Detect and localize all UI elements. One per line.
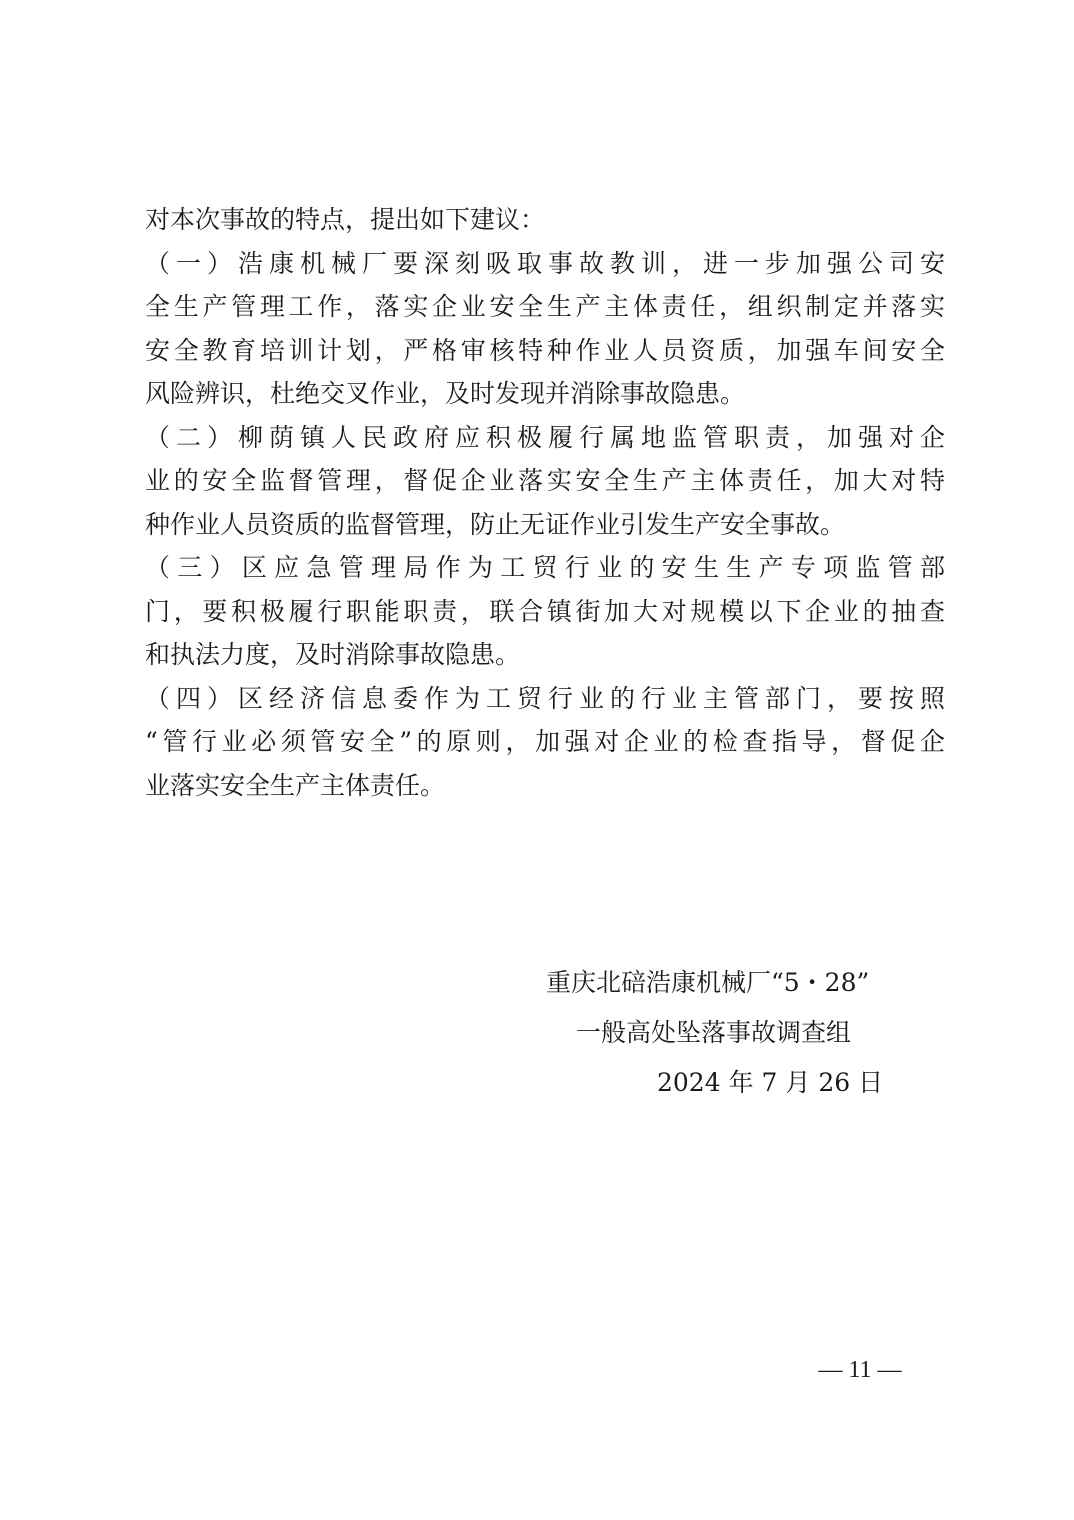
- paragraph-line: 门，要积极履行职能职责，联合镇街加大对规模以下企业的抽查: [145, 596, 945, 626]
- paragraph-line: 种作业人员资质的监督管理，防止无证作业引发生产安全事故。: [145, 509, 846, 539]
- signature-block: [540, 958, 920, 1108]
- paragraph-line: 全生产管理工作，落实企业安全生产主体责任，组织制定并落实: [145, 292, 945, 321]
- paragraph-line: （一）浩康机械厂要深刻吸取事故教训，进一步加强公司安: [145, 248, 945, 278]
- paragraph-line: （二）柳荫镇人民政府应积极履行属地监管职责，加强对企: [145, 422, 945, 452]
- paragraph-line: “管行业必须管安全”的原则，加强对企业的检查指导，督促企: [145, 727, 945, 756]
- paragraph-line: 风险辨识，杜绝交叉作业，及时发现并消除事故隐患。: [145, 379, 746, 408]
- paragraph-line: 和执法力度，及时消除事故隐患。: [145, 640, 521, 669]
- paragraph-line: （四）区经济信息委作为工贸行业的行业主管部门，要按照: [145, 683, 945, 713]
- document-body: [145, 198, 945, 807]
- signature-date: 2024 年 7 月 26 日: [657, 1068, 884, 1097]
- paragraph-line: 安全教育培训计划，严格审核特种作业人员资质，加强车间安全: [145, 335, 945, 365]
- paragraph-line: 业的安全监督管理，督促企业落实安全生产主体责任，加大对特: [145, 466, 945, 495]
- page-number: — 11 —: [818, 1357, 902, 1383]
- paragraph-line: 对本次事故的特点，提出如下建议：: [145, 205, 546, 234]
- signature-org-line-2: 一般高处坠落事故调查组: [576, 1018, 852, 1047]
- signature-org-line-1: 重庆北碚浩康机械厂“5・28”: [546, 968, 870, 997]
- paragraph-line: 业落实安全生产主体责任。: [145, 770, 446, 800]
- paragraph-line: （三）区应急管理局作为工贸行业的安生生产专项监管部: [145, 553, 945, 582]
